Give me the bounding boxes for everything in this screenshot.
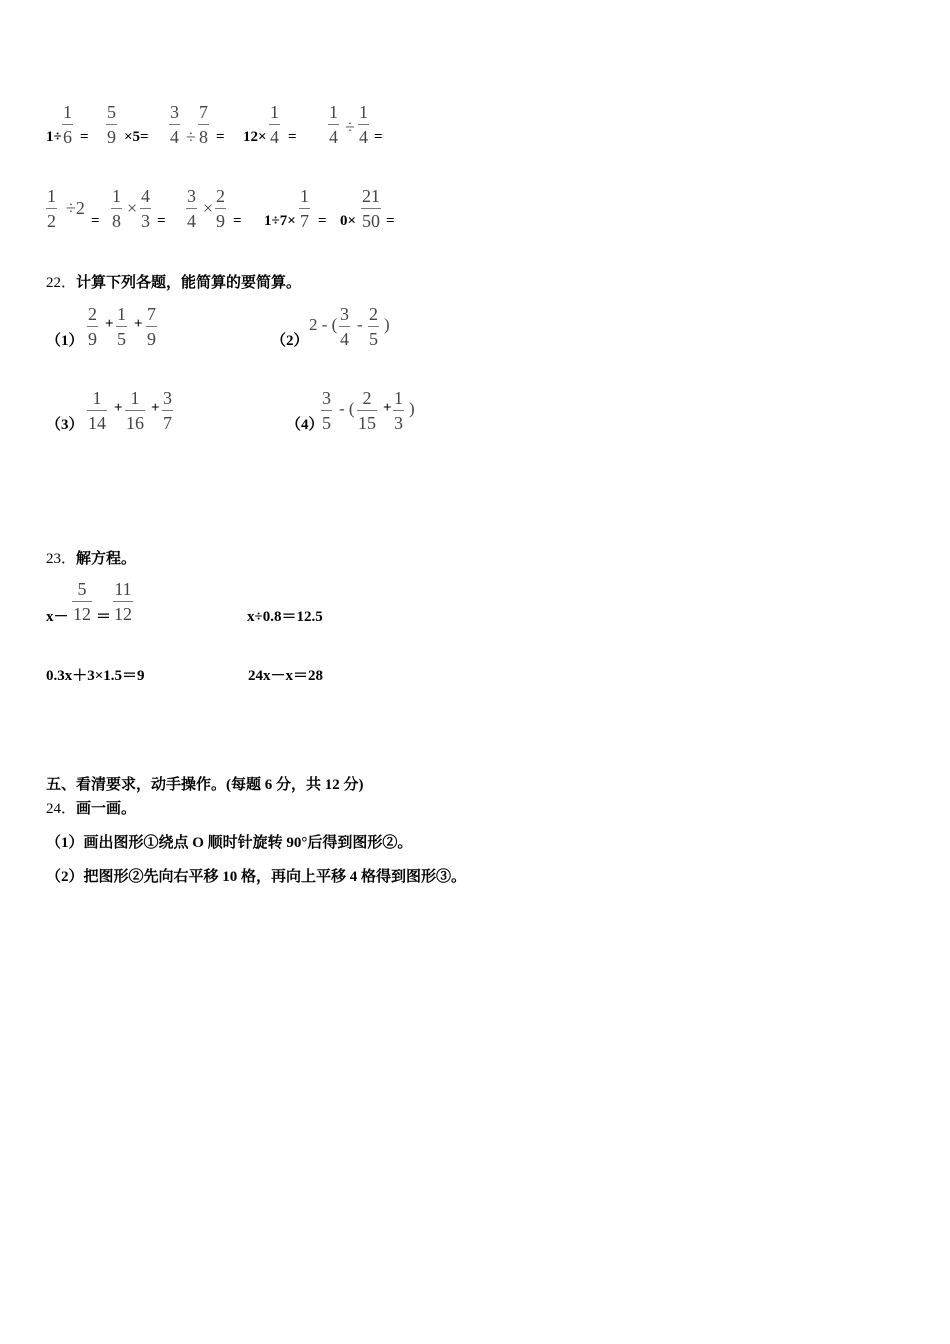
fraction: 2 5 [369,304,378,349]
question-24-header [46,797,136,818]
fraction: 3 4 [340,304,349,349]
problem-label: （2） [271,333,309,349]
fraction: 1 8 [112,186,121,231]
fraction: 1 4 [270,102,279,147]
fraction: 4 3 [141,186,150,231]
fraction: 3 4 [170,102,179,147]
question-title: 画一画。 [76,801,137,817]
question-title: 计算下列各题，能简算的要简算。 [76,275,302,291]
fraction: 2 9 [216,186,225,231]
equation-prefix: x－ [46,609,69,625]
minus-paren: - ( [339,399,355,418]
times-sign: × [127,198,138,218]
fraction: 1 3 [394,388,403,433]
expr-suffix: ×5= [124,129,149,145]
expr-lead: 2 - ( [309,315,338,334]
fraction: 5 9 [107,102,116,147]
equation-2: x÷0.8＝12.5 [247,609,323,625]
close-paren: ) [409,399,415,418]
section-5-title: 五、看清要求，动手操作。(每题 6 分，共 12 分) [46,777,364,793]
problem-label: （3） [46,417,84,433]
expr-prefix: 1÷ [46,129,62,145]
fraction: 5 12 [73,579,91,624]
plus-sign: + [105,316,114,332]
fraction: 2 9 [88,304,97,349]
divide-sign: ÷ [186,127,196,147]
fraction: 1 5 [117,304,126,349]
equals-sign: = [288,129,297,145]
equals-sign: = [233,213,242,229]
equals-sign: ＝ [96,609,112,625]
plus-sign: + [114,400,123,416]
expr-prefix: 1÷7× [264,213,296,229]
question-number: 22． [46,275,77,291]
question-23-header [46,547,136,568]
equals-sign: = [157,213,166,229]
equals-sign: = [91,213,100,229]
fraction: 3 5 [322,388,331,433]
fraction: 21 50 [362,186,380,231]
expr-prefix: 0× [340,213,357,229]
fraction: 3 4 [187,186,196,231]
equals-sign: = [318,213,327,229]
fraction: 1 2 [47,186,56,231]
divide-two: ÷2 [66,198,85,218]
equals-sign: = [80,129,89,145]
instruction-2: （2）把图形②先向右平移 10 格，再向上平移 4 格得到图形③。 [46,869,467,885]
times-sign: × [203,198,214,218]
plus-sign: + [151,400,160,416]
instruction-1: （1）画出图形①绕点 O 顺时针旋转 90°后得到图形②。 [46,835,413,851]
expr-prefix: 12× [243,129,267,145]
fraction: 1 4 [329,102,338,147]
fraction: 7 9 [147,304,156,349]
question-number: 23． [46,551,77,567]
equation-4: 24x－x＝28 [248,668,324,684]
question-number: 24． [46,801,77,817]
question-title: 解方程。 [76,551,137,567]
fraction: 1 16 [126,388,144,433]
fraction: 1 4 [359,102,368,147]
fraction: 11 12 [114,579,132,624]
equals-sign: = [216,129,225,145]
fraction: 7 8 [199,102,208,147]
problem-label: （4） [286,417,324,433]
plus-sign: + [383,400,392,416]
fraction: 1 7 [300,186,309,231]
fraction: 3 7 [163,388,172,433]
close-paren: ) [384,315,390,334]
plus-sign: + [134,316,143,332]
question-22-header [46,271,301,292]
equals-sign: = [374,129,383,145]
fraction: 1 6 [63,102,72,147]
minus-sign: - [357,315,363,334]
equation-3: 0.3x＋3×1.5＝9 [46,668,145,684]
equals-sign: = [386,213,395,229]
problem-label: （1） [46,333,84,349]
fraction: 1 14 [88,388,106,433]
divide-sign: ÷ [345,117,355,137]
fraction: 2 15 [358,388,376,433]
